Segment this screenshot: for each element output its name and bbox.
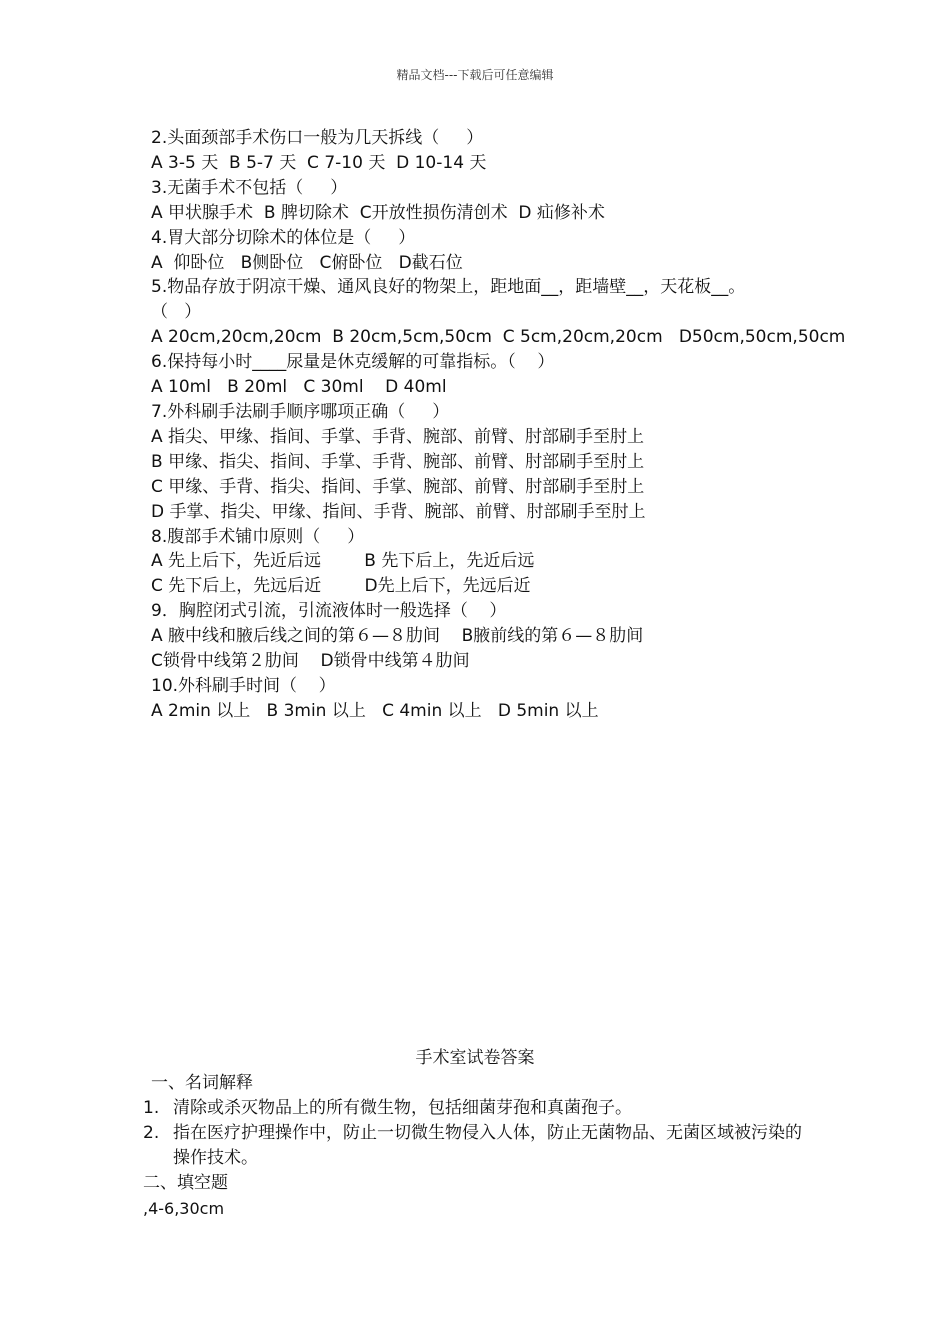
question-line: 3.无菌手术不包括（ ） — [151, 177, 348, 198]
question-line: （ ） — [151, 302, 202, 323]
page-header: 精品文档---下载后可任意编辑 — [396, 68, 554, 82]
question-line: A 指尖、甲缘、指间、手掌、手背、腕部、前臂、肘部刷手至肘上 — [151, 426, 645, 447]
question-line: C锁骨中线第２肋间 D锁骨中线第４肋间 — [151, 651, 470, 672]
section-heading: 一、名词解释 — [151, 1073, 253, 1093]
question-line: A 20cm,20cm,20cm B 20cm,5cm,50cm C 5cm,20cm,20cm D50cm,50cm,50cm — [151, 327, 846, 348]
question-line: 2.头面颈部手术伤口一般为几天拆线（ ） — [151, 128, 484, 148]
answers-title: 手术室试卷答案 — [415, 1048, 535, 1068]
question-line: 4.胃大部分切除术的体位是（ ） — [151, 227, 416, 248]
question-line: A 甲状腺手术 B 脾切除术 C开放性损伤清创术 D 疝修补术 — [151, 202, 605, 223]
question-line: 5.物品存放于阴凉干燥、通风良好的物架上，距地面__，距墙壁__，天花板__。 — [151, 277, 746, 298]
question-line: A 2min 以上 B 3min 以上 C 4min 以上 D 5min 以上 — [151, 700, 599, 721]
question-line: C 先下后上，先远后近 D先上后下，先远后近 — [151, 576, 531, 597]
question-line: 7.外科刷手法刷手顺序哪项正确（ ） — [151, 401, 450, 422]
question-line: 10.外科刷手时间（ ） — [151, 675, 336, 696]
fill-answer-line: ,4-6,30cm — [143, 1199, 225, 1218]
question-line: 6.保持每小时____尿量是休克缓解的可靠指标。（ ） — [151, 352, 555, 373]
section-heading: 二、填空题 — [143, 1173, 228, 1193]
question-line: C 甲缘、手背、指尖、指间、手掌、腕部、前臂、肘部刷手至肘上 — [151, 476, 645, 497]
item-text: 指在医疗护理操作中，防止一切微生物侵入人体，防止无菌物品、无菌区域被污染的操作技术。 — [173, 1123, 802, 1168]
question-line: A 10ml B 20ml C 30ml D 40ml — [151, 377, 447, 398]
question-line: A 仰卧位 B侧卧位 C俯卧位 D截石位 — [151, 252, 463, 273]
answer-item — [143, 1121, 843, 1171]
question-line: A 腋中线和腋后线之间的第６—８肋间 B腋前线的第６—８肋间 — [151, 626, 644, 647]
question-line: A 先上后下，先近后远 B 先下后上，先近后远 — [151, 551, 535, 572]
answer-item — [143, 1096, 843, 1121]
question-line: 9．胸腔闭式引流，引流液体时一般选择（ ） — [151, 601, 507, 622]
question-line: D 手掌、指尖、甲缘、指间、手背、腕部、前臂、肘部刷手至肘上 — [151, 501, 646, 522]
question-line: A 3-5 天 B 5-7 天 C 7-10 天 D 10-14 天 — [151, 152, 487, 173]
question-line: 8.腹部手术铺巾原则（ ） — [151, 526, 365, 547]
item-number: 1. — [143, 1098, 160, 1118]
question-line: B 甲缘、指尖、指间、手掌、手背、腕部、前臂、肘部刷手至肘上 — [151, 451, 645, 472]
answer-section — [143, 1071, 843, 1221]
item-number: 2. — [143, 1123, 160, 1143]
question-list — [151, 126, 851, 724]
item-text: 清除或杀灭物品上的所有微生物，包括细菌芽孢和真菌孢子。 — [173, 1098, 632, 1118]
